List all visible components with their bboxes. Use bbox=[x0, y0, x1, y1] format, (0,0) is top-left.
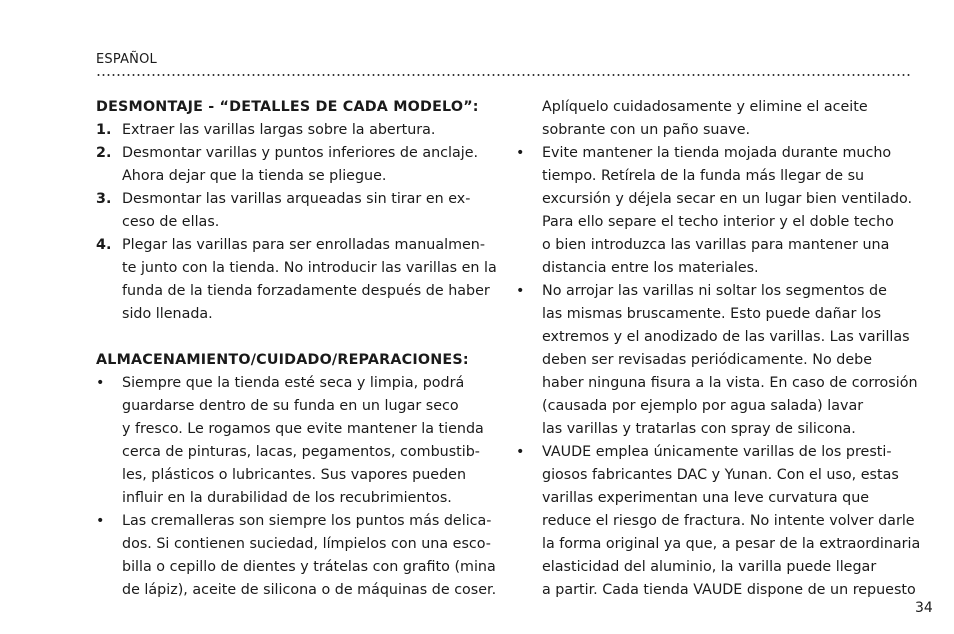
list-item bbox=[96, 372, 492, 510]
text-line: (causada por ejemplo por agua salada) lavar bbox=[542, 398, 864, 414]
text-line: Para ello separe el techo interior y el doble techo bbox=[542, 214, 894, 230]
list-item bbox=[516, 142, 914, 280]
section-title-almacenamiento: ALMACENAMIENTO/CUIDADO/REPARACIONES: bbox=[96, 352, 469, 368]
list-item bbox=[516, 441, 921, 602]
text-line: Desmontar varillas y puntos inferiores de anclaje. bbox=[122, 145, 479, 161]
text-line: Plegar las varillas para ser enrolladas manualmen- bbox=[122, 237, 486, 253]
text-line: les, plásticos o lubricantes. Sus vapores pueden bbox=[122, 467, 467, 483]
right-column bbox=[516, 96, 921, 602]
text-line: Desmontar las varillas arqueadas sin tirar en ex- bbox=[122, 191, 471, 207]
text-line: Siempre que la tienda esté seca y limpia, podrá bbox=[122, 375, 465, 391]
text-line: de lápiz), aceite de silicona o de máquinas de coser. bbox=[122, 582, 497, 598]
bullet-marker: • bbox=[516, 145, 525, 161]
list-item bbox=[516, 280, 918, 441]
text-line: ceso de ellas. bbox=[122, 214, 220, 230]
text-line: Ahora dejar que la tienda se pliegue. bbox=[122, 168, 387, 184]
list-item bbox=[96, 119, 492, 142]
text-line: Aplíquelo cuidadosamente y elimine el aceite bbox=[542, 99, 868, 115]
text-line: funda de la tienda forzadamente después de haber bbox=[122, 283, 490, 299]
text-line: cerca de pinturas, lacas, pegamentos, combustib- bbox=[122, 444, 480, 460]
left-column bbox=[96, 96, 497, 602]
text-line: haber ninguna fisura a la vista. En caso de corrosión bbox=[542, 375, 918, 391]
item-number: 2. bbox=[96, 145, 112, 161]
continuation-text bbox=[516, 96, 914, 142]
text-line: VAUDE emplea únicamente varillas de los presti- bbox=[542, 444, 892, 460]
text-line: giosos fabricantes DAC y Yunan. Con el uso, estas bbox=[542, 467, 899, 483]
item-number: 1. bbox=[96, 122, 112, 138]
text-line: Las cremalleras son siempre los puntos más delica- bbox=[122, 513, 492, 529]
text-line: a partir. Cada tienda VAUDE dispone de un repuesto bbox=[542, 582, 916, 598]
dotted-divider bbox=[96, 74, 912, 76]
list-item bbox=[96, 510, 497, 602]
text-line: dos. Si contienen suciedad, límpielos con una esco- bbox=[122, 536, 491, 552]
text-line: o bien introduzca las varillas para mantener una bbox=[542, 237, 890, 253]
text-line: las mismas bruscamente. Esto puede dañar los bbox=[542, 306, 882, 322]
bullet-marker: • bbox=[516, 283, 525, 299]
text-line: influir en la durabilidad de los recubrimientos. bbox=[122, 490, 452, 506]
page-number: 34 bbox=[915, 600, 933, 616]
text-line: te junto con la tienda. No introducir las varillas en la bbox=[122, 260, 497, 276]
section-spacer bbox=[96, 326, 492, 349]
section-title-desmontaje: DESMONTAJE - “DETALLES DE CADA MODELO”: bbox=[96, 99, 479, 115]
text-line: Evite mantener la tienda mojada durante mucho bbox=[542, 145, 892, 161]
text-line: reduce el riesgo de fractura. No intente volver darle bbox=[542, 513, 915, 529]
item-number: 4. bbox=[96, 237, 112, 253]
item-number: 3. bbox=[96, 191, 112, 207]
text-line: la forma original ya que, a pesar de la extraordinaria bbox=[542, 536, 921, 552]
list-item bbox=[96, 234, 497, 326]
text-line: distancia entre los materiales. bbox=[542, 260, 759, 276]
text-line: las varillas y tratarlas con spray de silicona. bbox=[542, 421, 856, 437]
text-line: elasticidad del aluminio, la varilla puede llegar bbox=[542, 559, 877, 575]
list-item bbox=[96, 142, 492, 188]
list-item bbox=[96, 188, 492, 234]
text-line: excursión y déjela secar en un lugar bien ventilado. bbox=[542, 191, 913, 207]
text-line: extremos y el anodizado de las varillas. Las varillas bbox=[542, 329, 910, 345]
bullet-marker: • bbox=[96, 375, 105, 391]
language-label: ESPAÑOL bbox=[96, 52, 157, 67]
text-line: billa o cepillo de dientes y trátelas con grafito (mina bbox=[122, 559, 496, 575]
text-line: deben ser revisadas periódicamente. No debe bbox=[542, 352, 872, 368]
bullet-marker: • bbox=[516, 444, 525, 460]
list-almacenamiento bbox=[96, 372, 497, 602]
text-line: varillas experimentan una leve curvatura que bbox=[542, 490, 870, 506]
bullet-marker: • bbox=[96, 513, 105, 529]
list-desmontaje bbox=[96, 119, 497, 326]
text-line: y fresco. Le rogamos que evite mantener la tienda bbox=[122, 421, 484, 437]
list-almacenamiento-continued bbox=[516, 142, 921, 602]
text-line: sido llenada. bbox=[122, 306, 213, 322]
text-line: tiempo. Retírela de la funda más llegar de su bbox=[542, 168, 865, 184]
text-line: Extraer las varillas largas sobre la abertura. bbox=[122, 122, 436, 138]
text-line: No arrojar las varillas ni soltar los segmentos de bbox=[542, 283, 887, 299]
text-line: guardarse dentro de su funda en un lugar seco bbox=[122, 398, 459, 414]
text-line: sobrante con un paño suave. bbox=[542, 122, 751, 138]
